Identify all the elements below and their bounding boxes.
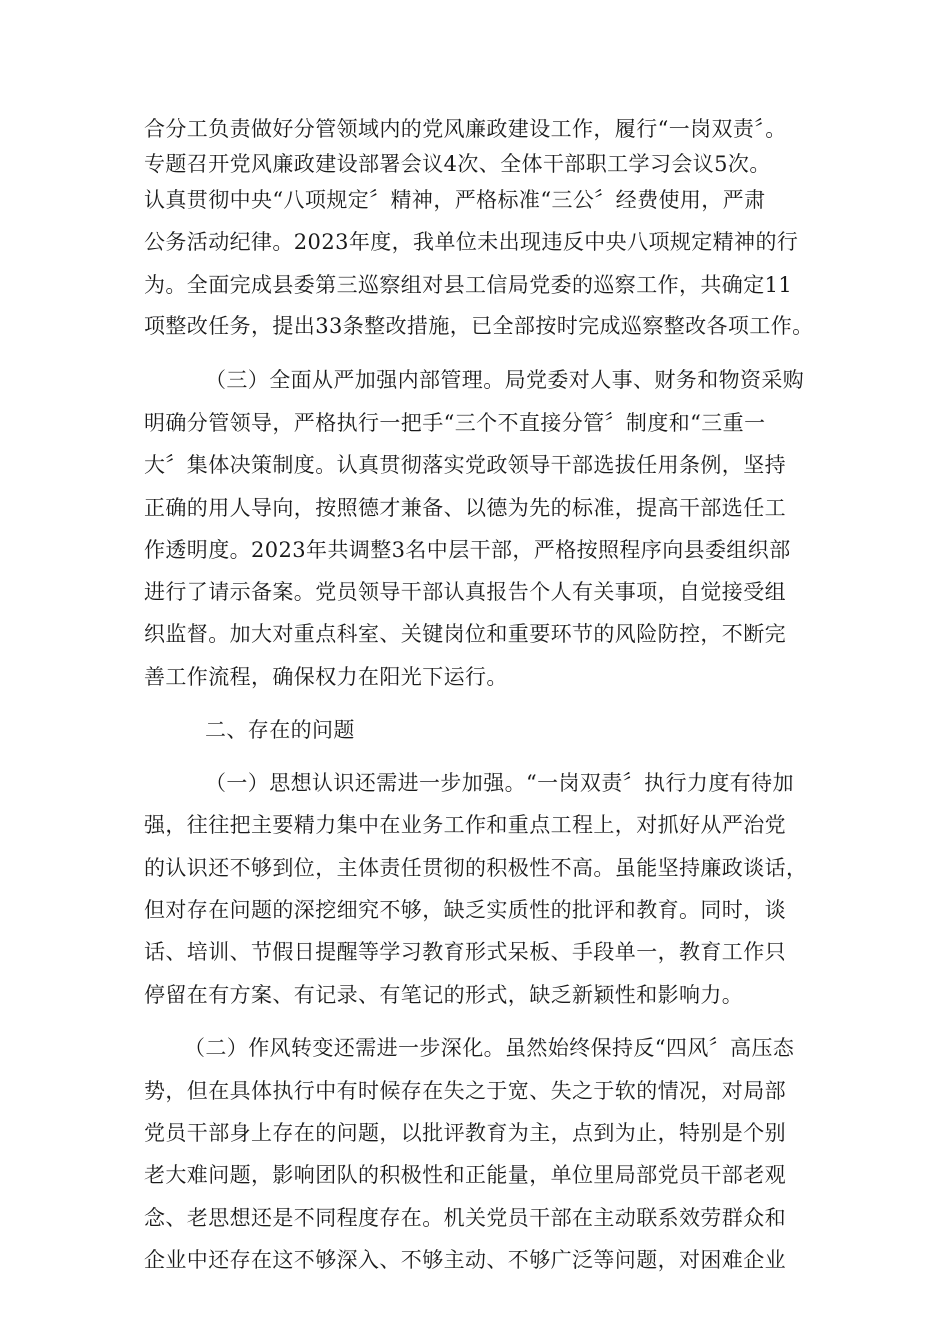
text-line: 话、培训、节假日提醒等学习教育形式呆板、手段单一，教育工作只 [144,940,786,964]
text-line: 停留在有方案、有记录、有笔记的形式，缺乏新颖性和影响力。 [144,983,744,1007]
section-heading: 二、存在的问题 [205,718,355,742]
paragraph-start-line: （二）作风转变还需进一步深化。虽然始终保持反“四风〞高压态 [184,1036,795,1060]
text-line: 企业中还存在这不够深入、不够主动、不够广泛等问题，对困难企业 [144,1248,786,1272]
text-line: 但对存在问题的深挖细究不够，缺乏实质性的批评和教育。同时，谈 [144,898,786,922]
text-line: 党员干部身上存在的问题，以批评教育为主，点到为止，特别是个别 [144,1121,786,1145]
text-line: 老大难问题，影响团队的积极性和正能量，单位里局部党员干部老观 [144,1163,786,1187]
text-line: 善工作流程，确保权力在阳光下运行。 [144,665,508,689]
text-line: 大〞集体决策制度。认真贯彻落实党政领导干部选拔任用条例，坚持 [144,453,786,477]
text-line: 公务活动纪律。2023年度，我单位未出现违反中央八项规定精神的行 [144,230,799,254]
text-line: 认真贯彻中央“八项规定〞精神，严格标准“三公〞经费使用，严肃 [144,188,766,212]
text-line: 正确的用人导向，按照德才兼备、以德为先的标准，提高干部选任工 [144,496,786,520]
text-line: 合分工负责做好分管领域内的党风廉政建设工作，履行“一岗双责〞。 [144,117,787,141]
text-line: 进行了请示备案。党员领导干部认真报告个人有关事项，自觉接受组 [144,580,786,604]
text-line: 强，往往把主要精力集中在业务工作和重点工程上，对抓好从严治党 [144,813,786,837]
paragraph-start-line: （三）全面从严加强内部管理。局党委对人事、财务和物资采购 [205,368,805,392]
text-line: 念、老思想还是不同程度存在。机关党员干部在主动联系效劳群众和 [144,1206,786,1230]
text-line: 织监督。加大对重点科室、关键岗位和重要环节的风险防控，不断完 [144,622,786,646]
text-line: 项整改任务，提出33条整改措施，已全部按时完成巡察整改各项工作。 [144,314,814,338]
text-line: 明确分管领导，严格执行一把手“三个不直接分管〞制度和“三重一 [144,411,766,435]
text-line: 作透明度。2023年共调整3名中层干部，严格按照程序向县委组织部 [144,538,791,562]
text-line: 为。全面完成县委第三巡察组对县工信局党委的巡察工作，共确定11 [144,273,793,297]
text-line: 的认识还不够到位，主体责任贯彻的积极性不高。虽能坚持廉政谈话， [144,856,808,880]
text-line: 势，但在具体执行中有时候存在失之于宽、失之于软的情况，对局部 [144,1079,786,1103]
paragraph-start-line: （一）思想认识还需进一步加强。“一岗双责〞执行力度有待加 [205,771,794,795]
text-line: 专题召开党风廉政建设部署会议4次、全体干部职工学习会议5次。 [144,152,771,176]
